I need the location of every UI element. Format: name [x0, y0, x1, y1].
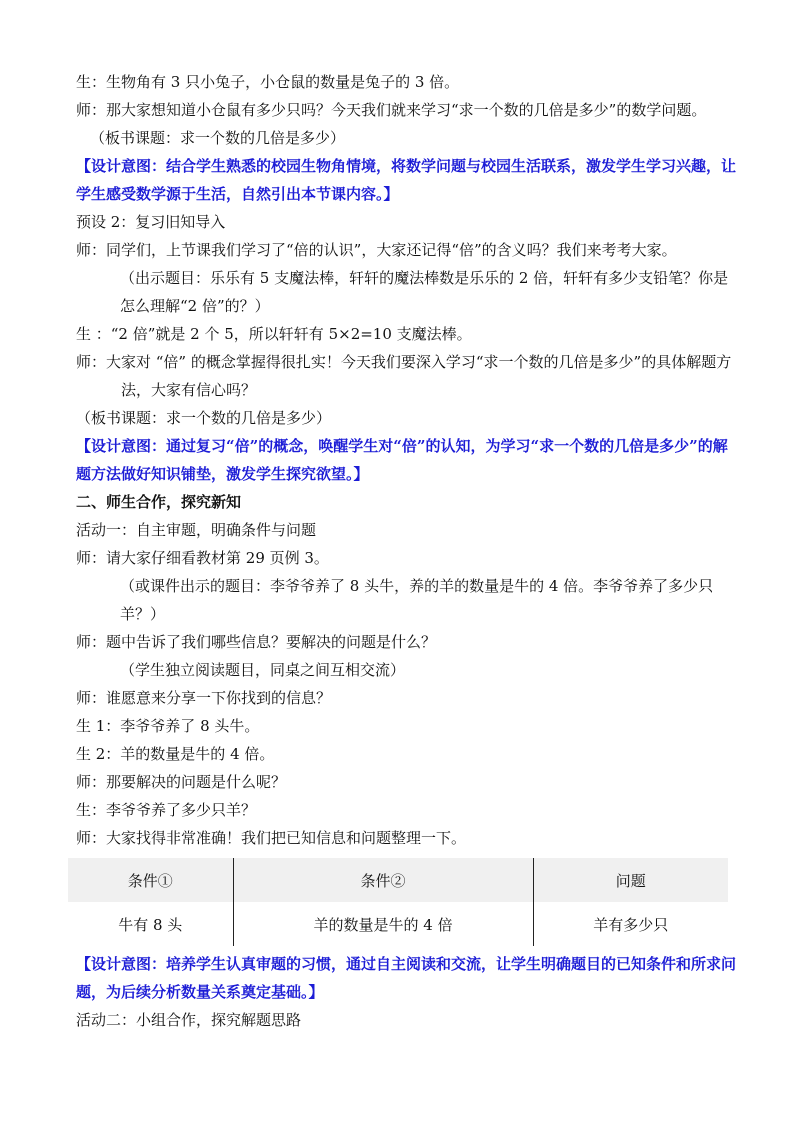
dialogue-line: 师：那大家想知道小仓鼠有多少只吗？今天我们就来学习“求一个数的几倍是多少”的数学问题。 — [76, 101, 707, 119]
section-heading: 二、师生合作，探究新知 — [76, 493, 242, 511]
design-intent: 【设计意图：结合学生熟悉的校园生物角情境，将数学问题与校园生活联系，激发学生学习兴趣，让学生感受数学源于生活，自然引出本节课内容。】 — [76, 157, 737, 203]
dialogue-line: 师：请大家仔细看教材第 29 页例 3。 — [76, 549, 329, 567]
dialogue-line: 师：大家找得非常准确！我们把已知信息和问题整理一下。 — [76, 829, 467, 847]
activity-heading: 活动一：自主审题，明确条件与问题 — [76, 521, 317, 539]
conditions-table — [68, 858, 728, 946]
board-note: （板书课题：求一个数的几倍是多少） — [90, 129, 346, 147]
dialogue-line: 师：同学们，上节课我们学习了“倍的认识”，大家还记得“倍”的含义吗？我们来考考大家。 — [76, 241, 677, 259]
table-header-row — [68, 858, 728, 902]
preset-heading: 预设 2：复习旧知导入 — [76, 213, 226, 231]
dialogue-line: 生：生物角有 3 只小兔子，小仓鼠的数量是兔子的 3 倍。 — [76, 73, 460, 91]
dialogue-line: 师：那要解决的问题是什么呢？ — [76, 773, 287, 791]
problem-prompt: （出示题目：乐乐有 5 支魔法棒，轩轩的魔法棒数是乐乐的 2 倍，轩轩有多少支铅笔？你是怎么理解“2 倍”的？） — [120, 269, 729, 315]
board-note: （板书课题：求一个数的几倍是多少） — [76, 409, 332, 427]
dialogue-line: 师：题中告诉了我们哪些信息？要解决的问题是什么？ — [76, 633, 437, 651]
stage-note: （学生独立阅读题目，同桌之间互相交流） — [120, 661, 406, 679]
problem-prompt: （或课件出示的题目：李爷爷养了 8 头牛，养的羊的数量是牛的 4 倍。李爷爷养了多少只羊？） — [120, 577, 714, 623]
table-cell: 牛有 8 头 — [118, 915, 183, 934]
design-intent: 【设计意图：培养学生认真审题的习惯，通过自主阅读和交流，让学生明确题目的已知条件和所求问题，为后续分析数量关系奠定基础。】 — [76, 955, 737, 1001]
dialogue-line: 师：谁愿意来分享一下你找到的信息？ — [76, 689, 332, 707]
dialogue-line: 生 ：“2 倍”就是 2 个 5，所以轩轩有 5×2=10 支魔法棒。 — [76, 325, 472, 343]
dialogue-line: 生 2：羊的数量是牛的 4 倍。 — [76, 745, 275, 763]
table-header-cell: 条件② — [233, 858, 533, 902]
table-row — [68, 902, 728, 946]
activity-heading: 活动二：小组合作，探究解题思路 — [76, 1011, 302, 1029]
table-cell: 羊有多少只 — [533, 902, 728, 946]
dialogue-line: 生：李爷爷养了多少只羊？ — [76, 801, 257, 819]
dialogue-line: 生 1：李爷爷养了 8 头牛。 — [76, 717, 260, 735]
design-intent: 【设计意图：通过复习“倍”的概念，唤醒学生对“倍”的认知，为学习“求一个数的几倍是多少”的解题方法做好知识铺垫，激发学生探究欲望。】 — [76, 437, 728, 483]
table-cell: 羊的数量是牛的 4 倍 — [233, 902, 533, 946]
table-header-cell: 条件① — [68, 858, 233, 902]
document-page — [76, 68, 736, 1034]
table-header-cell: 问题 — [533, 858, 728, 902]
dialogue-line: 师：大家对 “倍” 的概念掌握得很扎实！今天我们要深入学习“求一个数的几倍是多少”的具体解题方法，大家有信心吗？ — [76, 353, 732, 399]
